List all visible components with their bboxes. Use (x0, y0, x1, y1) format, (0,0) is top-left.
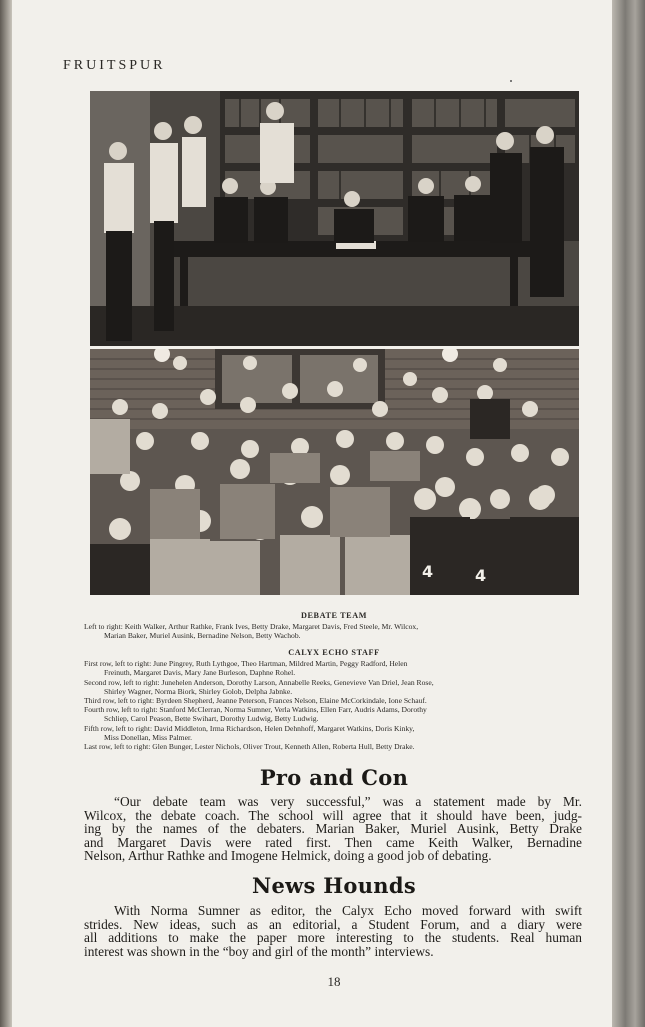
paragraph-line: Wilcox, the debate coach. The school will agree that it should have been, judg- (84, 807, 582, 823)
calyx-echo-staff-photo (90, 349, 579, 595)
paragraph-line: ing by the names of the debaters. Marian Baker, Muriel Ausink, Betty Drake (84, 821, 582, 837)
book-page-edges-right (612, 0, 645, 1027)
debate-team-caption (84, 611, 584, 641)
paragraph-line: Nelson, Arthur Rathke and Imogene Helmick, doing a good job of debating. (84, 848, 492, 864)
calyx-echo-staff-photo-image (90, 349, 579, 595)
svg-text:4: 4 (422, 562, 434, 581)
paragraph-line: and Margaret Davis were rated first. Then came Keith Walker, Bernadine (84, 834, 582, 850)
debate-team-photo-image (90, 91, 579, 346)
calyx-echo-caption-title: CALYX ECHO STAFF (288, 648, 380, 657)
running-head: FRUITSPUR (63, 58, 166, 73)
page-number: 18 (327, 974, 341, 989)
calyx-echo-caption-line: Fourth row, left to right: Stanford McClerran, Norma Sumner, Verla Watkins, Ellen Farr, Audris Adams, Dorothy (84, 705, 427, 715)
calyx-echo-caption-line: First row, left to right: June Pingrey, Ruth Lythgoe, Theo Hartman, Mildred Martin, Peggy Radford, Helen (84, 659, 408, 669)
pro-and-con-paragraph (84, 795, 582, 863)
paragraph-line: all additions to make the paper more interesting to the students. Real human (84, 930, 582, 946)
paragraph-line: With Norma Sumner as editor, the Calyx Echo moved forward with swift (114, 903, 582, 918)
print-speck (510, 80, 512, 82)
pro-and-con-heading: Pro and Con (259, 765, 409, 790)
calyx-echo-caption-line: Schliep, Carol Peason, Bette Swihart, Dorothy Ludwig, Betty Ludwig. (104, 714, 319, 724)
debate-team-caption-title: DEBATE TEAM (300, 611, 368, 620)
debate-team-caption-line: Left to right: Keith Walker, Arthur Rathke, Frank Ives, Betty Drake, Margaret Davis, Fred Steele, Mr. Wilcox, (84, 622, 419, 632)
calyx-echo-caption-line: Shirley Wagner, Norma Biork, Shirley Golob, Delpha Jabnke. (104, 686, 293, 696)
calyx-echo-caption-line: Last row, left to right: Glen Bunger, Lester Nichols, Oliver Trout, Kenneth Allen, Roberta Hull, Betty Drake. (84, 742, 415, 752)
calyx-echo-caption-line: Freinuth, Margaret Davis, Mary Jane Burleson, Daphne Rohel. (104, 668, 296, 678)
calyx-echo-caption (84, 648, 584, 751)
paragraph-line: strides. New ideas, such as an editorial, a Student Forum, and a diary were (84, 916, 582, 932)
paragraph-line: “Our debate team was very successful,” was a statement made by Mr. (114, 794, 582, 809)
news-hounds-heading: News Hounds (252, 873, 416, 898)
news-hounds-paragraph (84, 904, 582, 958)
calyx-echo-caption-line: Second row, left to right: Junehelen Anderson, Dorothy Larson, Annabelle Reeks, Genevieve Van Driel, Jean Rose, (84, 677, 434, 687)
paragraph-line: interest was shown in the “boy and girl of the month” interviews. (84, 943, 434, 959)
calyx-echo-caption-line: Miss Donellan, Miss Palmer. (104, 732, 192, 742)
calyx-echo-caption-line: Fifth row, left to right: David Middleton, Irma Richardson, Helen Dehnhoff, Margaret Watkins, Doris Kinky, (84, 723, 415, 733)
debate-team-photo (90, 91, 579, 346)
debate-team-caption-line: Marian Baker, Muriel Ausink, Bernadine Nelson, Betty Wachob. (104, 631, 301, 641)
svg-text:4: 4 (475, 566, 487, 585)
calyx-echo-caption-line: Third row, left to right: Byrdeen Shepherd, Jeanne Peterson, Frances Nelson, Elaine McCorkindale, Ione Schauf. (84, 696, 427, 706)
